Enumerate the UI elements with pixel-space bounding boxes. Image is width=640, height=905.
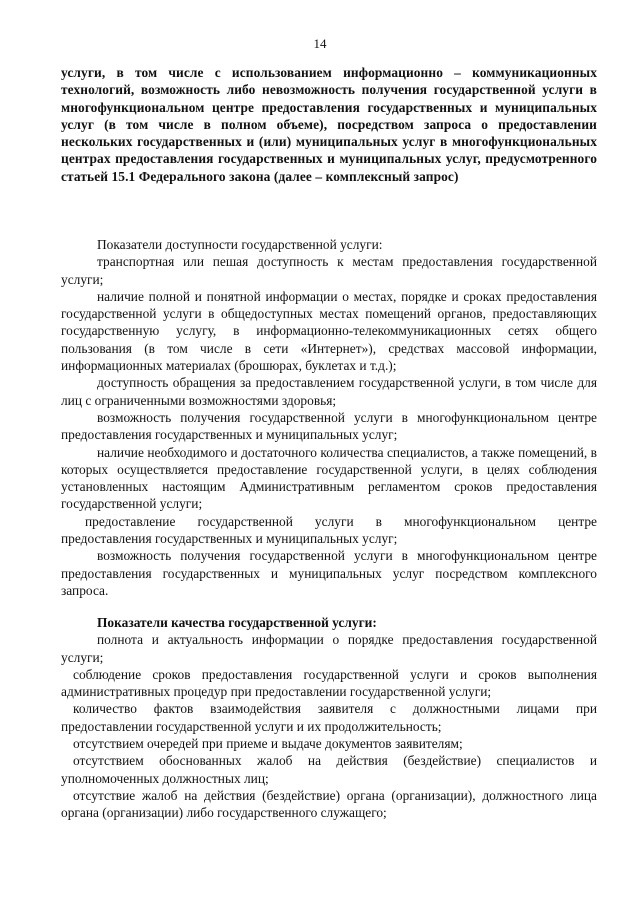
availability-item: наличие полной и понятной информации о местах, порядке и сроках предоставления государственной услуги в общедоступных местах помещений органов, предоставляющих государственную услугу, в информационно-телекоммуникационных сетях общего пользования (в том числе в сети «Интернет»), средствах массовой информации, информационных материалах (брошюрах, буклетах и т.д.);	[61, 288, 597, 374]
availability-item: предоставление государственной услуги в многофункциональном центре предоставления государственных и муниципальных услуг;	[61, 513, 597, 547]
availability-section	[61, 236, 597, 599]
quality-item: отсутствие жалоб на действия (бездействие) органа (организации), должностного лица органа (организации) либо государственного служащего;	[61, 787, 597, 821]
quality-heading: Показатели качества государственной услуги:	[97, 615, 377, 630]
quality-item: количество фактов взаимодействия заявителя с должностными лицами при предоставлении государственной услуги и их продолжительность;	[61, 701, 597, 734]
availability-item: наличие необходимого и достаточного количества специалистов, а также помещений, в которых осуществляется предоставление государственной услуги, в целях соблюдения установленных настоящим Административным регламентом сроков предоставления государственной услуги;	[61, 444, 597, 512]
availability-item: доступность обращения за предоставлением государственной услуги, в том числе для лиц с ограниченными возможностями здоровья;	[61, 375, 597, 408]
availability-item: возможность получения государственной услуги в многофункциональном центре предоставления государственных и муниципальных услуг посредством комплексного запроса.	[61, 548, 597, 598]
quality-item: соблюдение сроков предоставления государственной услуги и сроков выполнения административных процедур при предоставлении государственной услуги;	[61, 666, 597, 700]
availability-item: возможность получения государственной услуги в многофункциональном центре предоставления государственных и муниципальных услуг;	[61, 409, 597, 443]
quality-item: отсутствием очередей при приеме и выдаче документов заявителям;	[73, 736, 463, 752]
quality-item: полнота и актуальность информации о порядке предоставления государственной услуги;	[61, 632, 597, 665]
quality-section	[61, 614, 597, 822]
availability-heading: Показатели доступности государственной услуги:	[97, 237, 383, 252]
quality-item: отсутствием обоснованных жалоб на действия (бездействие) специалистов и уполномоченных должностных лиц;	[61, 753, 597, 786]
availability-item: транспортная или пешая доступность к местам предоставления государственной услуги;	[61, 254, 597, 287]
bold-intro-paragraph: услуги, в том числе с использованием информационно – коммуникационных технологий, возможность либо невозможность получения государственной услуги в многофункциональном центре предоставления государственных и муниципальных услуг (в том числе в полном объеме), посредством запроса о предоставлении нескольких государственных и (или) муниципальных услуг в многофункциональных центрах предоставления государственных и муниципальных услуг, предусмотренного статьей 15.1 Федерального закона (далее – комплексный запрос)	[61, 65, 597, 184]
page-number: 14	[313, 36, 327, 51]
